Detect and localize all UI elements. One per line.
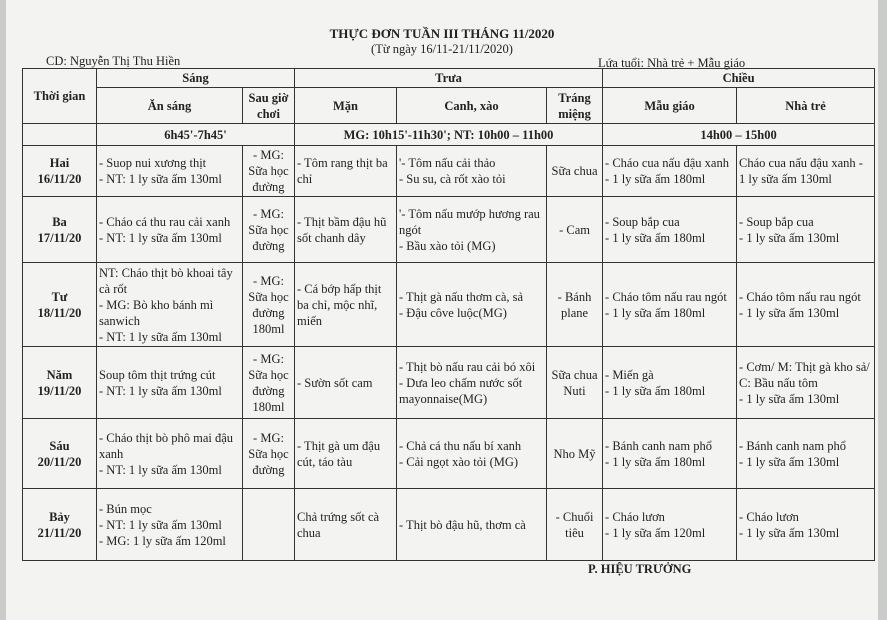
table-row (23, 347, 875, 419)
menu-line: - MG: 1 ly sữa ấm 120ml (99, 533, 226, 548)
day-cell (23, 489, 97, 561)
header-chieu: Chiều (603, 69, 875, 88)
menu-line: - 1 ly sữa ấm 180ml (605, 172, 706, 186)
menu-line: - Miến gà (605, 367, 654, 382)
menu-line: - Thịt bò nấu rau cải bó xôi (399, 359, 536, 374)
menu-line: '- Tôm nấu mướp hương rau ngót (399, 206, 540, 237)
day-date: 21/11/20 (37, 525, 82, 540)
an-sang-cell (97, 197, 243, 263)
menu-line: - 1 ly sữa ấm 120ml (605, 525, 706, 540)
menu-line: - Bánh canh nam phổ (605, 438, 712, 453)
time-chieu: 14h00 – 15h00 (603, 124, 875, 146)
man-cell: - Tôm rang thịt ba chỉ (295, 146, 397, 197)
trang-mieng-cell: - Chuối tiêu (547, 489, 603, 561)
menu-line: - Cháo cua nấu đậu xanh (605, 156, 729, 170)
menu-line: NT: Cháo thịt bò khoai tây cà rốt (99, 265, 233, 296)
table-row (23, 489, 875, 561)
menu-line: - Đậu côve luộc(MG) (399, 305, 507, 320)
menu-line: - 1 ly sữa ấm 130ml (739, 230, 840, 245)
menu-line: - MG: Bò kho bánh mì sanwich (99, 297, 214, 328)
trang-mieng-cell: Sữa chua (547, 146, 603, 197)
day-date: 17/11/20 (37, 230, 82, 245)
mau-giao-cell (603, 419, 737, 489)
man-cell: Chả trứng sốt cà chua (295, 489, 397, 561)
header-sang: Sáng (97, 69, 295, 88)
table-row (23, 419, 875, 489)
man-cell: - Sườn sốt cam (295, 347, 397, 419)
day-date: 18/11/20 (37, 305, 82, 320)
day-name: Hai (49, 156, 70, 170)
menu-line: - Cháo tôm nấu rau ngót (739, 289, 861, 304)
sau-gio-choi-cell: - MG: Sữa học đường (243, 197, 295, 263)
day-cell (23, 419, 97, 489)
menu-line: - Su su, cà rốt xào tỏi (399, 172, 506, 186)
menu-line: - Soup bắp cua (739, 214, 814, 229)
day-name: Năm (46, 367, 73, 382)
an-sang-cell (97, 419, 243, 489)
nha-tre-cell (737, 197, 875, 263)
sau-gio-choi-cell: - MG: Sữa học đường (243, 146, 295, 197)
age-group: Lứa tuổi: Nhà trẻ + Mẫu giáo (598, 56, 746, 70)
day-cell (23, 146, 97, 197)
menu-line: - NT: 1 ly sữa ấm 130ml (99, 230, 222, 245)
menu-line: - 1 ly sữa ấm 130ml (739, 525, 840, 540)
menu-line: - NT: 1 ly sữa ấm 130ml (99, 517, 222, 532)
menu-line: - Cải ngọt xào tỏi (MG) (399, 454, 519, 469)
menu-line: - Thịt gà nấu thơm cà, sả (399, 289, 524, 304)
menu-line: - 1 ly sữa ấm 180ml (605, 383, 706, 398)
mau-giao-cell (603, 347, 737, 419)
trang-mieng-cell: - Cam (547, 197, 603, 263)
time-sang: 6h45'-7h45' (97, 124, 295, 146)
nha-tre-cell (737, 347, 875, 419)
canh-xao-cell (397, 489, 547, 561)
day-cell (23, 197, 97, 263)
teacher-name: CD: Nguyễn Thị Thu Hiền (46, 54, 181, 68)
menu-line: - Cháo lươn (739, 509, 799, 524)
signature-title: P. HIỆU TRƯỞNG (588, 562, 692, 576)
menu-line: - Bầu xào tỏi (MG) (399, 238, 496, 253)
man-cell: - Thịt bầm đậu hũ sốt chanh dây (295, 197, 397, 263)
header-trua: Trưa (295, 69, 603, 88)
menu-table (22, 68, 875, 561)
header-mau-giao: Mẫu giáo (603, 88, 737, 124)
time-trua: MG: 10h15'-11h30'; NT: 10h00 – 11h00 (295, 124, 603, 146)
menu-line: - Dưa leo chấm nước sốt mayonnaise(MG) (399, 375, 523, 406)
day-name: Tư (51, 289, 68, 304)
nha-tre-cell (737, 419, 875, 489)
menu-line: - NT: 1 ly sữa ấm 130ml (99, 172, 222, 186)
day-date: 19/11/20 (37, 383, 82, 398)
an-sang-cell (97, 347, 243, 419)
an-sang-cell (97, 146, 243, 197)
canh-xao-cell (397, 263, 547, 347)
menu-line: - 1 ly sữa ấm 180ml (605, 305, 706, 320)
menu-line: - 1 ly sữa ấm 130ml (739, 391, 840, 406)
nha-tre-cell (737, 489, 875, 561)
menu-line: - Soup bắp cua (605, 214, 680, 229)
menu-line: - Cháo lươn (605, 509, 665, 524)
trang-mieng-cell: Sữa chua Nuti (547, 347, 603, 419)
day-name: Ba (52, 214, 67, 229)
day-date: 16/11/20 (37, 172, 82, 186)
trang-mieng-cell: Nho Mỹ (547, 419, 603, 489)
table-row (23, 197, 875, 263)
day-name: Bảy (49, 509, 70, 524)
menu-line: - 1 ly sữa ấm 180ml (605, 230, 706, 245)
header-man: Mặn (295, 88, 397, 124)
trang-mieng-cell: - Bánh plane (547, 263, 603, 347)
menu-line: - Thịt bò đậu hũ, thơm cà (399, 517, 526, 532)
menu-line: Soup tôm thịt trứng cút (99, 367, 216, 382)
header-nha-tre: Nhà trẻ (737, 88, 875, 124)
header-canh-xao: Canh, xào (397, 88, 547, 124)
time-spacer-cell (23, 124, 97, 146)
page-subtitle: (Từ ngày 16/11-21/11/2020) (371, 42, 513, 56)
menu-line: - 1 ly sữa ấm 180ml (605, 454, 706, 469)
man-cell: - Thịt gà um đậu cút, táo tàu (295, 419, 397, 489)
menu-line: - NT: 1 ly sữa ấm 130ml (99, 383, 222, 398)
header-an-sang: Ăn sáng (97, 88, 243, 124)
menu-line: - Cháo tôm nấu rau ngót (605, 289, 727, 304)
day-date: 20/11/20 (37, 454, 82, 469)
an-sang-cell (97, 489, 243, 561)
menu-sheet (6, 0, 878, 620)
day-name: Sáu (49, 438, 70, 453)
nha-tre-cell (737, 263, 875, 347)
menu-line: - Cháo cá thu rau cải xanh (99, 214, 231, 229)
canh-xao-cell (397, 347, 547, 419)
menu-line: - NT: 1 ly sữa ấm 130ml (99, 329, 222, 344)
sau-gio-choi-cell: - MG: Sữa học đường (243, 419, 295, 489)
menu-line: - Bún mọc (99, 501, 152, 516)
canh-xao-cell (397, 419, 547, 489)
day-cell (23, 263, 97, 347)
canh-xao-cell (397, 146, 547, 197)
menu-line: - Bánh canh nam phổ (739, 438, 846, 453)
nha-tre-cell: Cháo cua nấu đậu xanh - 1 ly sữa ấm 130ml (737, 146, 875, 197)
menu-line: - Suop nui xương thịt (99, 156, 207, 170)
mau-giao-cell (603, 197, 737, 263)
sau-gio-choi-cell: - MG: Sữa học đường 180ml (243, 263, 295, 347)
table-row (23, 263, 875, 347)
menu-line: '- Tôm nấu cải thảo (399, 156, 496, 170)
mau-giao-cell (603, 489, 737, 561)
menu-line: - Chả cá thu nấu bí xanh (399, 438, 522, 453)
header-trang-mieng: Tráng miệng (547, 88, 603, 124)
menu-line: - 1 ly sữa ấm 130ml (739, 305, 840, 320)
menu-line: - NT: 1 ly sữa ấm 130ml (99, 462, 222, 477)
day-cell (23, 347, 97, 419)
menu-line: - Cơm/ M: Thịt gà kho sả/ C: Bầu nấu tôm (739, 359, 870, 390)
sau-gio-choi-cell (243, 489, 295, 561)
header-thoi-gian: Thời gian (23, 69, 97, 124)
header-sau-gio-choi: Sau giờ chơi (243, 88, 295, 124)
man-cell: - Cá bớp hấp thịt ba chỉ, mộc nhĩ, miến (295, 263, 397, 347)
table-row (23, 146, 875, 197)
menu-line: - 1 ly sữa ấm 130ml (739, 454, 840, 469)
mau-giao-cell (603, 146, 737, 197)
sau-gio-choi-cell: - MG: Sữa học đường 180ml (243, 347, 295, 419)
mau-giao-cell (603, 263, 737, 347)
canh-xao-cell (397, 197, 547, 263)
page-title: THỰC ĐƠN TUẦN III THÁNG 11/2020 (329, 26, 555, 41)
menu-line: - Cháo thịt bò phô mai đậu xanh (99, 430, 234, 461)
an-sang-cell (97, 263, 243, 347)
